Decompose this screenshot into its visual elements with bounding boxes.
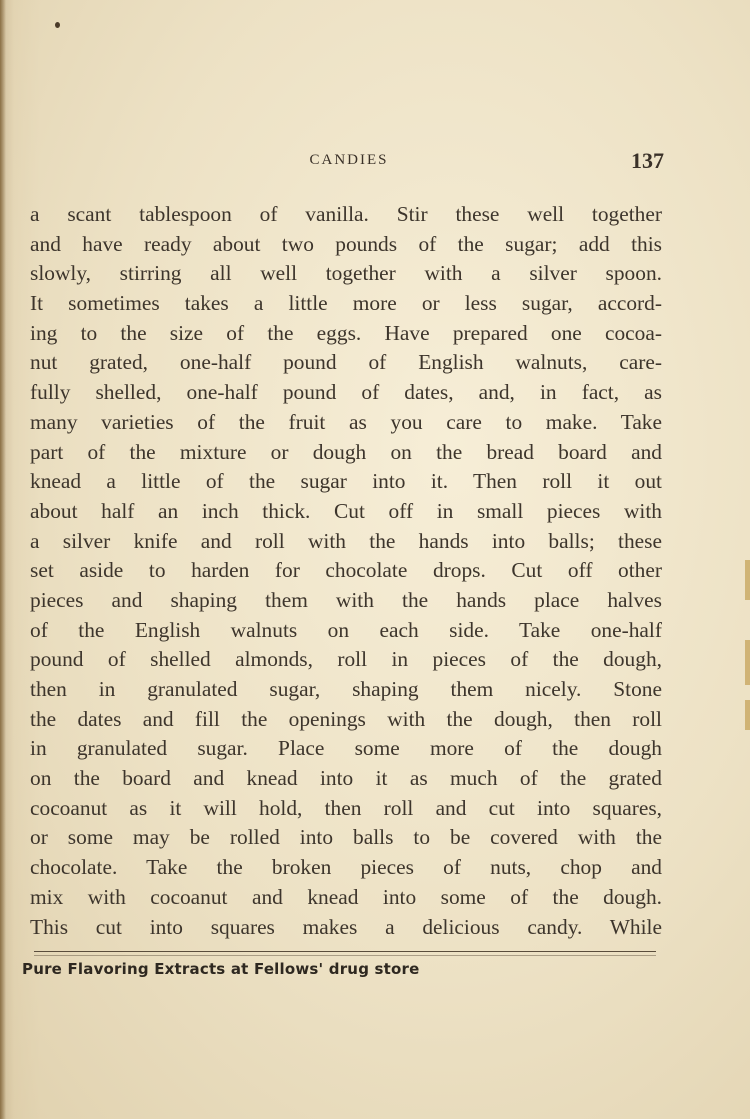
body-text xyxy=(30,200,662,942)
text-line: about half an inch thick. Cut off in small pieces with xyxy=(30,498,662,523)
text-line: pieces and shaping them with the hands place halves xyxy=(30,587,662,612)
text-line: of the English walnuts on each side. Take one-half xyxy=(30,617,662,642)
running-head xyxy=(34,148,664,174)
text-line: part of the mixture or dough on the bread board and xyxy=(30,439,662,464)
text-line: fully shelled, one-half pound of dates, and, in fact, as xyxy=(30,380,662,405)
text-line: ing to the size of the eggs. Have prepared one cocoa- xyxy=(30,320,662,345)
page-edge-stain xyxy=(745,700,750,730)
text-line: many varieties of the fruit as you care to make. Take xyxy=(30,409,662,434)
running-head-title: CANDIES xyxy=(309,152,389,168)
text-line: in granulated sugar. Place some more of the dough xyxy=(30,736,662,761)
text-line: on the board and knead into it as much of the grated xyxy=(30,766,662,791)
text-line: knead a little of the sugar into it. Then roll it out xyxy=(30,469,662,494)
footer-rule xyxy=(34,951,656,952)
page-number: 137 xyxy=(631,148,664,173)
text-line: slowly, stirring all well together with a silver spoon. xyxy=(30,261,662,286)
text-line: nut grated, one-half pound of English walnuts, care- xyxy=(30,350,662,375)
text-line: This cut into squares makes a delicious candy. While xyxy=(30,914,662,939)
text-line: and have ready about two pounds of the sugar; add this xyxy=(30,231,662,256)
text-line: a scant tablespoon of vanilla. Stir these well together xyxy=(30,202,662,226)
ink-speck xyxy=(55,22,60,28)
text-line: a silver knife and roll with the hands into balls; these xyxy=(30,528,662,553)
text-line: pound of shelled almonds, roll in pieces of the dough, xyxy=(30,647,662,672)
text-line: cocoanut as it will hold, then roll and cut into squares, xyxy=(30,795,662,820)
text-line: the dates and fill the openings with the dough, then roll xyxy=(30,706,662,731)
text-line: or some may be rolled into balls to be covered with the xyxy=(30,825,662,850)
text-line: chocolate. Take the broken pieces of nuts, chop and xyxy=(30,855,662,880)
spine-shadow xyxy=(0,0,6,1119)
page-edge-stain xyxy=(745,640,750,685)
page-edge-stain xyxy=(745,560,750,600)
footer-rule-thin xyxy=(34,955,656,956)
footer-advertisement: Pure Flavoring Extracts at Fellows' drug store xyxy=(22,960,420,978)
text-line: set aside to harden for chocolate drops. Cut off other xyxy=(30,558,662,583)
text-line: then in granulated sugar, shaping them nicely. Stone xyxy=(30,677,662,701)
text-line: It sometimes takes a little more or less sugar, accord- xyxy=(30,291,662,316)
text-line: mix with cocoanut and knead into some of the dough. xyxy=(30,884,662,909)
